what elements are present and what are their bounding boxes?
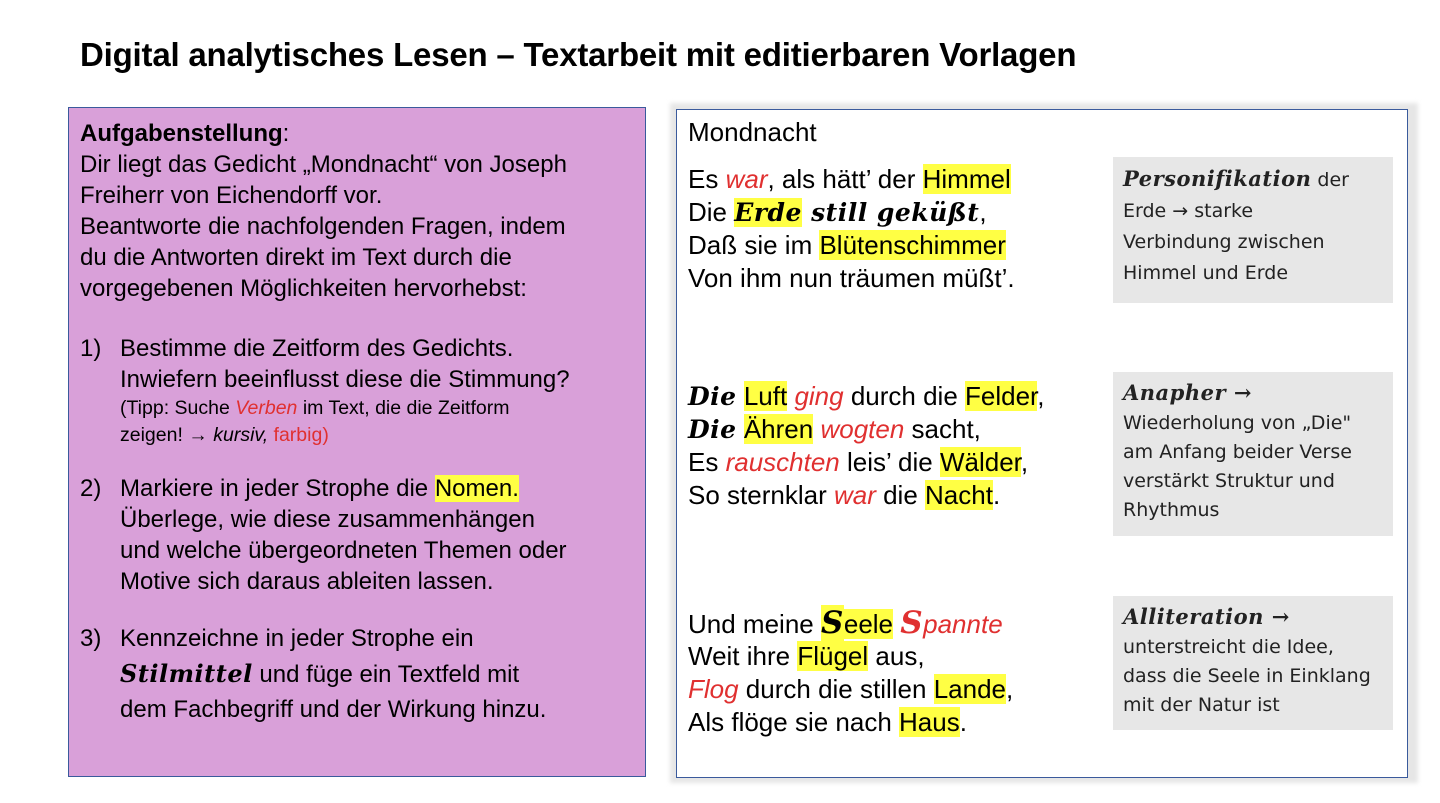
note-personifikation[interactable]: Personifikation der Erde → starke Verbindung zwischen Himmel und Erde xyxy=(1113,157,1393,303)
task-intro: Dir liegt das Gedicht „Mondnacht“ von Joseph Freiherr von Eichendorff vor. Beantworte die nachfolgenden Fragen, indem du die Antworten direkt im Text durch die vorgegebenen Möglichkeiten hervorhebst: xyxy=(80,151,567,302)
question-2: 2) Markiere in jeder Strophe die Nomen. Überlege, wie diese zusammenhängen und welche übergeordneten Themen oder Motive sich daraus ableiten lassen. xyxy=(80,475,567,595)
nomen-highlight: Nomen. xyxy=(434,475,519,502)
task-heading: Aufgabenstellung: xyxy=(80,120,290,147)
question-1: 1) Bestimme die Zeitform des Gedichts. Inwiefern beeinflusst diese die Stimmung? (Tipp: Suche Verben im Text, die die Zeitform zeigen! → kursiv, farbig) xyxy=(80,333,645,449)
stanza-3: Und meine Seele Spannte Weit ihre Flügel aus, Flog durch die stillen Lande, Als flöge sie nach Haus. xyxy=(688,605,1014,737)
task-box xyxy=(68,107,646,777)
page-title: Digital analytisches Lesen – Textarbeit mit editierbaren Vorlagen xyxy=(80,36,1077,73)
stanza-2: Die Luft ging durch die Felder, Die Ähren wogten sacht, Es rauschten leis’ die Wälder, So sternklar war die Nacht. xyxy=(688,381,1045,510)
poem-title: Mondnacht xyxy=(688,117,817,147)
stanza-1: Es war, als hätt’ der Himmel Die Erde still geküßt, Daß sie im Blütenschimmer Von ihm nun träumen müßt’. xyxy=(688,164,1015,293)
question-list xyxy=(80,333,645,727)
note-anapher[interactable]: Anapher → Wiederholung von „Die" am Anfang beider Verse verstärkt Struktur und Rhythmus xyxy=(1113,372,1393,536)
note-alliteration[interactable]: Alliteration → unterstreicht die Idee, dass die Seele in Einklang mit der Natur ist xyxy=(1113,596,1393,730)
arrow-icon: → xyxy=(188,424,208,446)
stilmittel-word: Stilmittel xyxy=(120,659,253,688)
poem-box xyxy=(676,109,1408,778)
tip-text: (Tipp: Suche Verben im Text, die die Zeitform xyxy=(120,397,510,419)
question-3: 3) Kennzeichne in jeder Strophe ein Stilmittel und füge ein Textfeld mit dem Fachbegriff und der Wirkung hinzu. xyxy=(80,625,547,723)
